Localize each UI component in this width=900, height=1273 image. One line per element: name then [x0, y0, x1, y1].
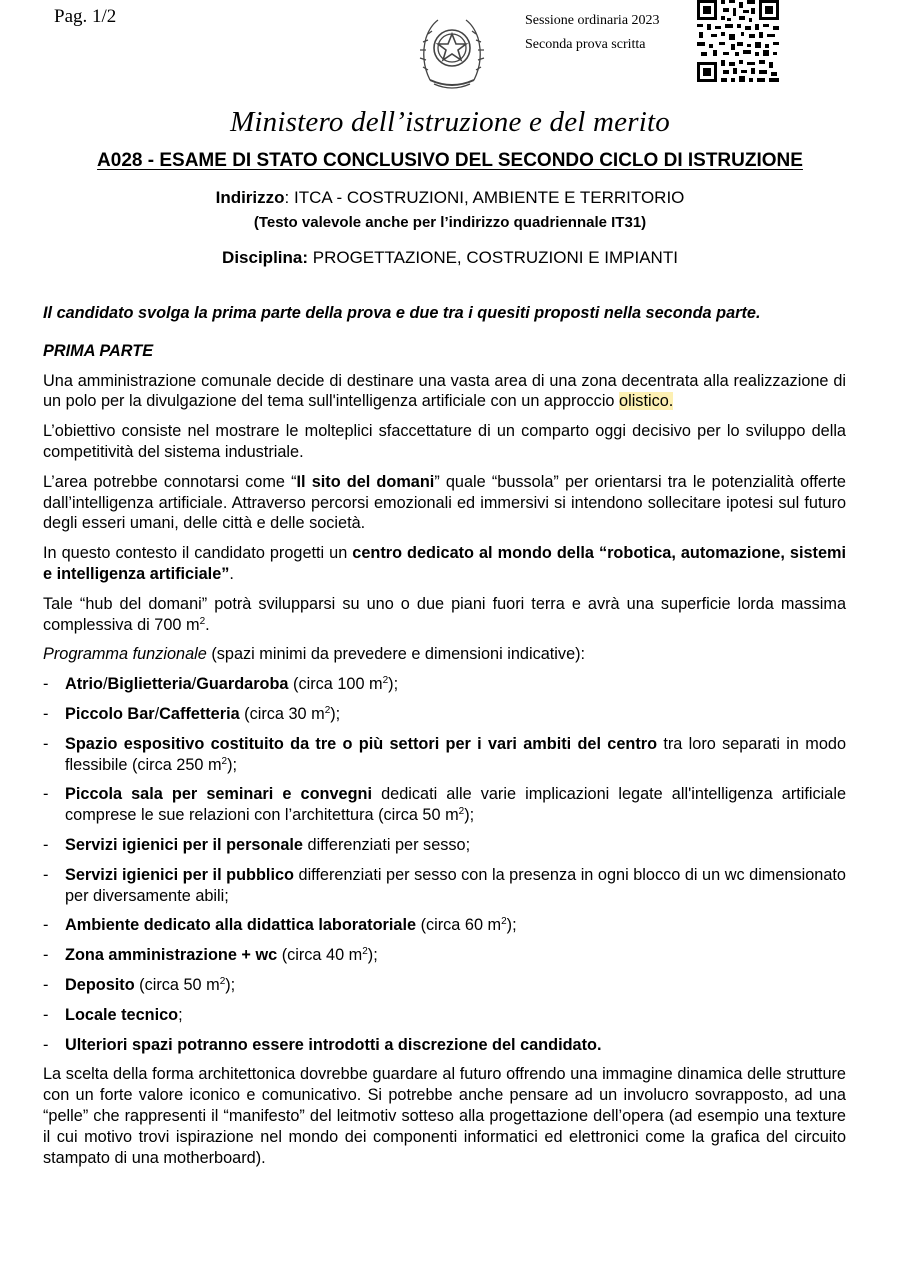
item-sep: /	[154, 704, 160, 723]
item-bold: Servizi igienici per il personale	[65, 835, 303, 854]
list-dash: -	[43, 946, 49, 965]
paragraph-4	[43, 543, 846, 585]
item-end: );	[330, 704, 341, 723]
item-text: differenziati per sesso con la presenza in ogni blocco di un wc dimensionato per diversamente abili;	[65, 865, 846, 905]
list-item	[43, 1005, 846, 1026]
item-bold: Piccola sala per seminari e convegni	[65, 785, 372, 804]
item-text: differenziati per sesso;	[302, 835, 471, 854]
list-item	[43, 975, 846, 996]
superscript: 2	[221, 755, 228, 767]
paragraph-3-text-b: ” quale “bussola” per orientarsi tra le potenzialità offerte dall’intelligenza artificiale. Attraverso percorsi emozionali ed immersivi si intendono sollecitare ipotesi sul futuro degli esseri umani, delle città e delle società.	[43, 472, 846, 533]
item-bold: Ulteriori spazi potranno essere introdotti a discrezione del candidato.	[65, 1035, 602, 1054]
disciplina-line	[0, 248, 900, 268]
paragraph-7: La scelta della forma architettonica dovrebbe guardare al futuro offrendo una immagine dinamica delle strutture con un forte valore iconico e comunicativo. Si potrebbe anche pensare ad un involucro sovrapposto, ad una “pelle” che rappresenti il “manifesto” del leitmotiv sotteso alla progettazione dell’opera (ad esempio una texture il cui motivo trovi ispirazione nel mondo dei componenti informatici ed elettronici come la grafica del circuito stampato di una motherboard).	[43, 1065, 846, 1167]
item-bold: Guardaroba	[196, 675, 289, 694]
highlighted-word: olistico.	[619, 392, 674, 411]
list-dash: -	[43, 975, 49, 994]
item-bold: Ambiente dedicato alla didattica laboratoriale	[65, 916, 417, 935]
program-label: Programma funzionale	[43, 645, 207, 664]
superscript: 2	[324, 704, 331, 716]
session-label: Sessione ordinaria 2023	[525, 13, 660, 28]
item-bold: Piccolo Bar	[65, 704, 155, 723]
paragraph-1-text: Una amministrazione comunale decide di destinare una vasta area di una zona decentrata alla realizzazione di un polo per la divulgazione del tema sull'intelligenza artificiale con un approccio	[43, 371, 846, 411]
item-end: );	[225, 975, 236, 994]
indirizzo-value: : ITCA - COSTRUZIONI, AMBIENTE E TERRITORIO	[284, 188, 685, 207]
list-dash: -	[43, 865, 49, 884]
item-end: );	[388, 675, 399, 694]
item-bold: Locale tecnico	[65, 1005, 179, 1024]
item-end: );	[227, 755, 238, 774]
item-bold: Servizi igienici per il pubblico	[65, 865, 294, 884]
session-info	[525, 9, 660, 57]
disciplina-value: PROGETTAZIONE, COSTRUZIONI E IMPIANTI	[308, 248, 678, 267]
superscript: 2	[362, 946, 368, 958]
superscript: 2	[382, 675, 389, 687]
list-item	[43, 784, 846, 826]
paragraph-1	[43, 371, 846, 413]
list-dash: -	[43, 1005, 49, 1024]
test-type-label: Seconda prova scritta	[525, 37, 646, 52]
instructions: Il candidato svolga la prima parte della prova e due tra i quesiti proposti nella seconda parte.	[43, 304, 761, 322]
item-text: (circa 100 m	[288, 675, 383, 694]
list-dash: -	[43, 734, 49, 753]
list-dash: -	[43, 916, 49, 935]
item-sep: /	[102, 675, 108, 694]
item-bold: Zona amministrazione + wc	[65, 946, 278, 965]
item-text: (circa 50 m	[134, 975, 220, 994]
list-item	[43, 734, 846, 776]
paragraph-2: L’obiettivo consiste nel mostrare le molteplici sfaccettature di un comparto oggi decisivo per lo sviluppo della competitività del sistema industriale.	[43, 422, 846, 461]
ministry-name: Ministero dell’istruzione e del merito	[230, 106, 670, 138]
list-dash: -	[43, 835, 49, 854]
list-dash: -	[43, 1035, 49, 1054]
paragraph-4-text-b: .	[229, 564, 234, 583]
page-number: Pag. 1/2	[54, 6, 117, 27]
list-dash: -	[43, 785, 49, 804]
indirizzo-label: Indirizzo	[215, 188, 285, 207]
paragraph-5-text-b: .	[205, 615, 210, 634]
program-list	[43, 674, 846, 1055]
superscript: 2	[458, 806, 465, 818]
item-text: (circa 60 m	[416, 916, 502, 935]
item-end: );	[367, 946, 378, 965]
qr-code-icon	[697, 0, 779, 82]
paragraph-5	[43, 594, 846, 636]
paragraph-3	[43, 472, 846, 534]
item-bold: Spazio espositivo costituito da tre o più settori per i vari ambiti del centro	[65, 734, 658, 753]
item-text: tra loro separati in modo flessibile (circa 250 m	[65, 734, 846, 774]
list-dash: -	[43, 704, 49, 723]
list-item	[43, 865, 846, 907]
list-dash: -	[43, 675, 49, 694]
item-sep: /	[191, 675, 197, 694]
exam-title: A028 - ESAME DI STATO CONCLUSIVO DEL SECONDO CICLO DI ISTRUZIONE	[97, 150, 803, 171]
program-intro-text: (spazi minimi da prevedere e dimensioni indicative):	[206, 645, 586, 664]
list-item	[43, 945, 846, 966]
item-text: ;	[178, 1005, 183, 1024]
part-title: PRIMA PARTE	[43, 341, 154, 360]
superscript: 2	[219, 975, 226, 987]
indirizzo-line	[0, 188, 900, 208]
paragraph-4-bold: centro dedicato al mondo della “robotica, automazione, sistemi e intelligenza artificiale”	[43, 544, 846, 583]
item-end: );	[464, 806, 475, 825]
item-end: );	[506, 916, 517, 935]
list-item	[43, 915, 846, 936]
item-bold: Caffetteria	[159, 704, 240, 723]
item-text: (circa 30 m	[239, 704, 325, 723]
paragraph-5-text-a: Tale “hub del domani” potrà svilupparsi su uno o due piani fuori terra e avrà una superficie lorda massima complessiva di 700 m	[43, 594, 846, 634]
list-item	[43, 835, 846, 856]
list-item	[43, 1035, 846, 1056]
paragraph-4-text-a: In questo contesto il candidato progetti un	[43, 544, 353, 563]
program-intro	[43, 644, 846, 665]
item-bold: Biglietteria	[107, 675, 192, 694]
list-item	[43, 704, 846, 725]
superscript: 2	[501, 916, 507, 928]
paragraph-3-text-a: L’area potrebbe connotarsi come “	[43, 472, 297, 491]
item-text: dedicati alle varie implicazioni legate all'intelligenza artificiale comprese le sue relazioni con l’architettura (circa 50 m	[65, 785, 847, 825]
item-text: (circa 40 m	[277, 946, 363, 965]
list-item	[43, 674, 846, 695]
exam-body	[43, 303, 846, 1177]
indirizzo-note: (Testo valevole anche per l’indirizzo quadriennale IT31)	[253, 214, 647, 231]
item-bold: Atrio	[65, 675, 103, 694]
item-bold: Deposito	[65, 975, 135, 994]
paragraph-3-bold: Il sito del domani	[296, 472, 435, 491]
superscript: 2	[199, 615, 206, 627]
italian-republic-emblem-icon	[416, 10, 488, 92]
disciplina-label: Disciplina:	[222, 248, 309, 267]
